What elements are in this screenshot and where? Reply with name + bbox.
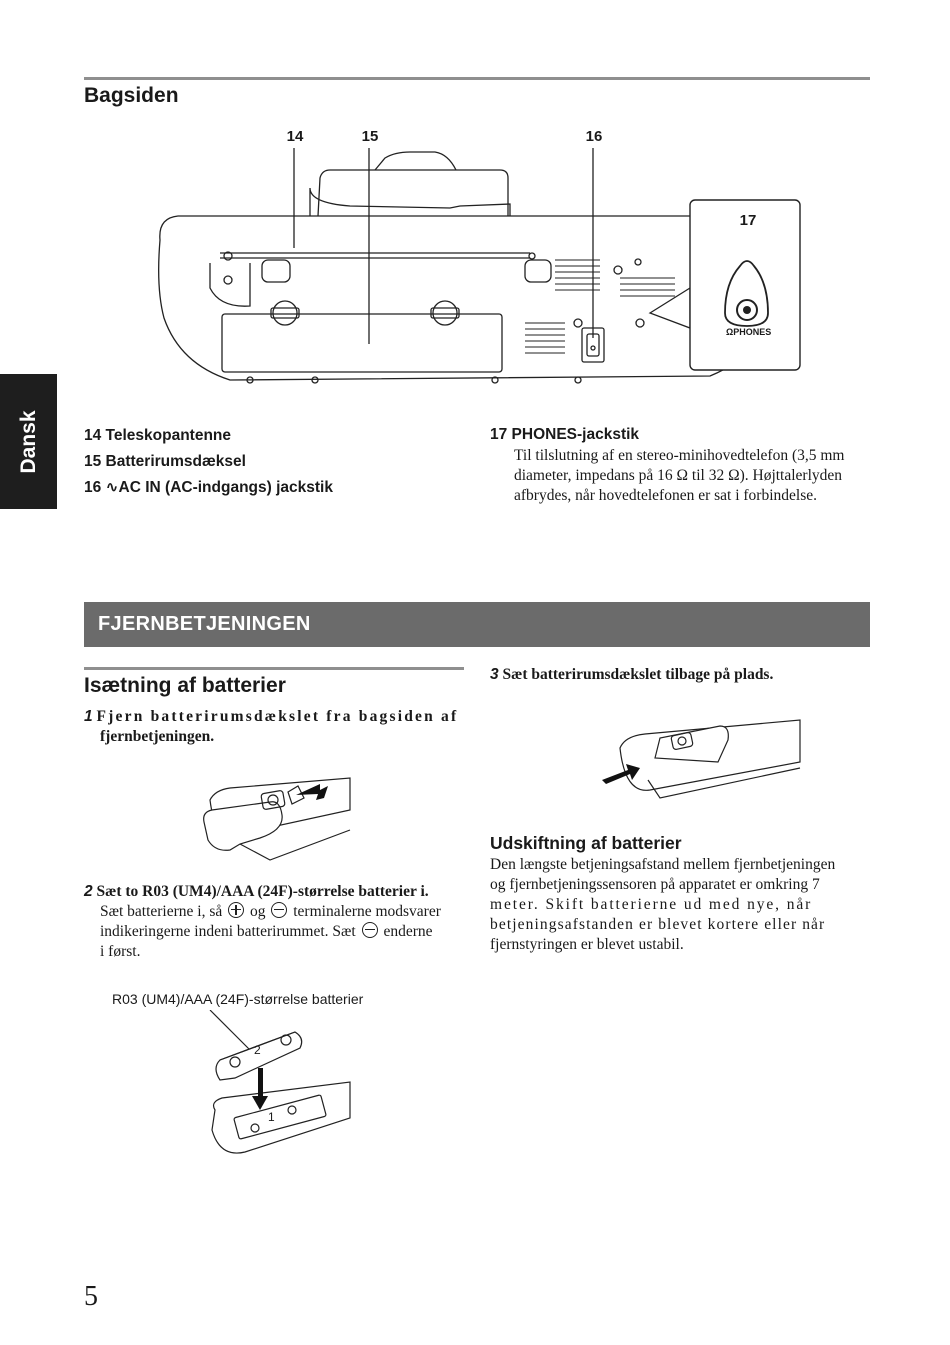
rear-title: Bagsiden	[84, 84, 179, 107]
minus-symbol-icon	[271, 902, 287, 918]
section-banner-title: FJERNBETJENINGEN	[98, 613, 311, 635]
replace-title: Udskiftning af batterier	[490, 833, 682, 853]
insert-rule	[84, 667, 464, 670]
figure-step-1: 1	[268, 1110, 275, 1124]
figure-step-2: 2	[254, 1043, 261, 1057]
page-number: 5	[84, 1281, 98, 1312]
battery-caption: R03 (UM4)/AAA (24F)-størrelse batterier	[112, 991, 364, 1007]
part-16: 16 ∿AC IN (AC-indgangs) jackstik	[84, 479, 333, 496]
phones-label: ΩPHONES	[726, 327, 772, 337]
headphone-icon: Ω	[726, 327, 734, 337]
callout-15: 15	[361, 128, 379, 145]
parts-list	[84, 423, 333, 501]
plus-symbol-icon	[228, 902, 244, 918]
callout-16: 16	[585, 128, 603, 145]
part-17-description: Til tilslutning af en stereo-minihovedtelefon (3,5 mm diameter, impedans på 16 Ω til 32 Ω). Højttalerlyden afbrydes, når hovedtelefonen er sat i forbindelse.	[514, 447, 845, 504]
remote-close-illustration	[600, 718, 805, 803]
part-15: 15 Batterirumsdæksel	[84, 453, 246, 470]
step-3: 3 Sæt batterirumsdækslet tilbage på plads.	[490, 666, 774, 683]
insert-title: Isætning af batterier	[84, 674, 286, 697]
step-2: 2 Sæt to R03 (UM4)/AAA (24F)-størrelse batterier i. Sæt batterierne i, så og terminalerne modsvarer indikeringerne indeni batterirummet. Sæt enderne i først.	[84, 883, 441, 960]
minus-symbol-icon	[362, 922, 378, 938]
replace-description: Den længste betjeningsafstand mellem fjernbetjeningen og fjernbetjeningssensoren på apparatet er omkring 7 meter. Skift batterierne ud med nye, når betjeningsafstanden er blevet kortere eller når fjernstyringen er blevet ustabil.	[490, 856, 836, 953]
part-17-title: 17 PHONES-jackstik	[490, 426, 640, 443]
remote-open-illustration	[200, 770, 355, 865]
step-1: 1 Fjern batterirumsdækslet fra bagsiden af fjernbetjeningen.	[84, 708, 459, 745]
language-tab-label: Dansk	[16, 409, 40, 474]
rear-view-illustration	[150, 148, 810, 393]
callout-17: 17	[739, 212, 757, 229]
top-rule	[84, 77, 870, 80]
section-banner	[84, 602, 870, 647]
part-14: 14 Teleskopantenne	[84, 427, 232, 444]
battery-insert-illustration	[200, 1010, 360, 1165]
callout-14: 14	[286, 128, 304, 145]
language-tab	[0, 374, 57, 509]
